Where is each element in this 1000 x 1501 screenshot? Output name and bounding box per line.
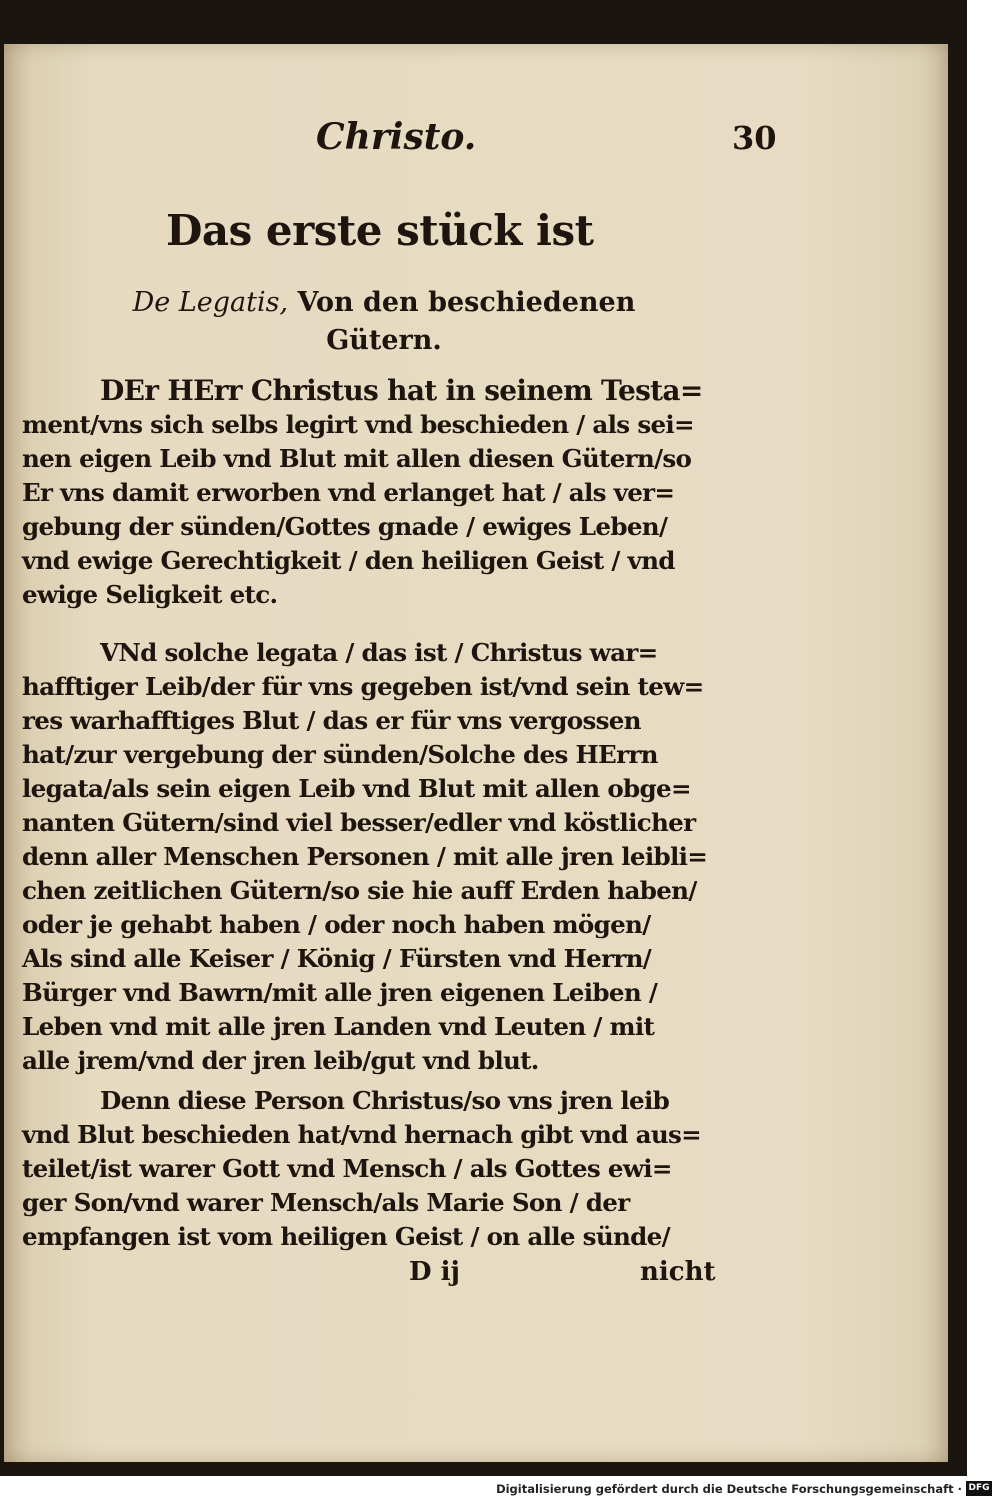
text-line: ment/vns sich selbs legirt vnd beschieden / als sei=: [22, 410, 694, 439]
text-line: Leben vnd mit alle jren Landen vnd Leuten / mit: [22, 1012, 655, 1041]
subheading-latin: De Legatis,: [132, 287, 289, 318]
text-line: res warhafftiges Blut / das er für vns vergossen: [22, 706, 641, 735]
text-line: alle jrem/vnd der jren leib/gut vnd blut.: [22, 1046, 539, 1075]
text-line: vnd Blut beschieden hat/vnd hernach gibt vnd aus=: [22, 1120, 702, 1149]
paragraph: [22, 1084, 727, 1254]
text-line: denn aller Menschen Personen / mit alle jren leibli=: [22, 842, 708, 871]
text-line: legata/als sein eigen Leib vnd Blut mit allen obge=: [22, 774, 691, 803]
text-line: empfangen ist vom heiligen Geist / on alle sünde/: [22, 1222, 670, 1251]
running-head: Christo.: [316, 116, 477, 158]
text-line: teilet/ist warer Gott vnd Mensch / als Gottes ewi=: [22, 1154, 672, 1183]
text-line: gebung der sünden/Gottes gnade / ewiges Leben/: [22, 512, 668, 541]
text-line: vnd ewige Gerechtigkeit / den heiligen Geist / vnd: [22, 546, 675, 575]
footer-bar: [0, 1478, 1000, 1501]
book-page: [4, 44, 948, 1462]
text-line: hafftiger Leib/der für vns gegeben ist/vnd sein tew=: [22, 672, 704, 701]
text-line: nanten Gütern/sind viel besser/edler vnd köstlicher: [22, 808, 696, 837]
text-line: Bürger vnd Bawrn/mit alle jren eigenen Leiben /: [22, 978, 658, 1007]
dfg-logo: DFG: [966, 1481, 992, 1496]
text-line: hat/zur vergebung der sünden/Solche des HErrn: [22, 740, 658, 769]
paragraph: [22, 636, 727, 1078]
text-line: Denn diese Person Christus/so vns jren leib: [100, 1086, 670, 1115]
subheading-text: Von den beschiedenen Gütern.: [297, 287, 636, 356]
text-line: chen zeitlichen Gütern/so sie hie auff Erden haben/: [22, 876, 697, 905]
text-line: nen eigen Leib vnd Blut mit allen diesen Gütern/so: [22, 444, 692, 473]
text-line: Als sind alle Keiser / König / Fürsten vnd Herrn/: [22, 944, 652, 973]
text-line: ger Son/vnd warer Mensch/als Marie Son / der: [22, 1188, 630, 1217]
paragraph: [22, 374, 727, 612]
funding-notice: Digitalisierung gefördert durch die Deutsche Forschungsgemeinschaft ·: [496, 1482, 962, 1496]
text-line: DEr HErr Christus hat in seinem Testa=: [100, 374, 703, 407]
signature-mark: D ij: [409, 1257, 460, 1287]
text-line: VNd solche legata / das ist / Christus war=: [100, 638, 658, 667]
section-subheading: [124, 284, 644, 360]
catchword: nicht: [640, 1257, 716, 1287]
text-line: ewige Seligkeit etc.: [22, 580, 278, 609]
page-number: 30: [732, 119, 777, 157]
text-line: oder je gehabt haben / oder noch haben mögen/: [22, 910, 651, 939]
text-line: Er vns damit erworben vnd erlanget hat / als ver=: [22, 478, 675, 507]
section-heading: Das erste stück ist: [166, 206, 594, 255]
